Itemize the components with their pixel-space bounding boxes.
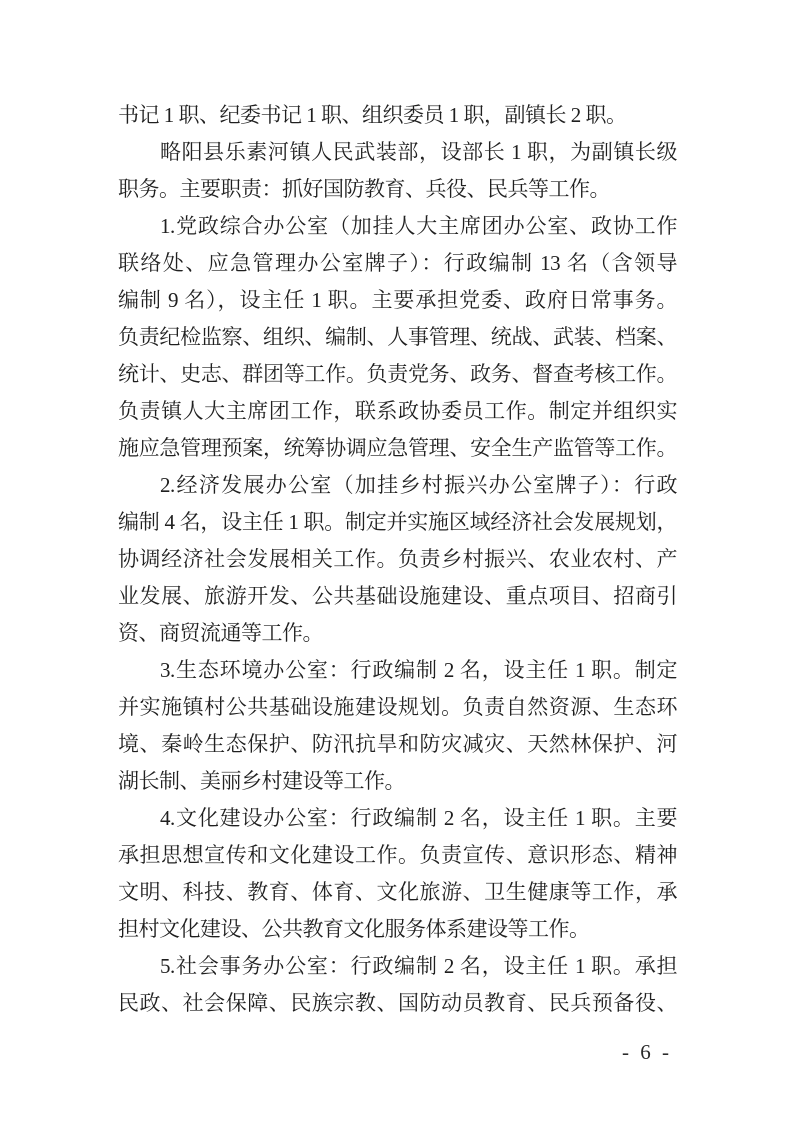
document-body (118, 97, 677, 1022)
text-line: 施应急管理预案，统筹协调应急管理、安全生产监管等工作。 (118, 436, 677, 460)
text-line: 1.党政综合办公室（加挂人大主席团办公室、政协工作 (160, 214, 677, 238)
text-line: 文明、科技、教育、体育、文化旅游、卫生健康等工作，承 (118, 880, 677, 904)
text-line: 资、商贸流通等工作。 (118, 621, 323, 645)
text-line: 3.生态环境办公室：行政编制 2 名，设主任 1 职。制定 (160, 658, 677, 682)
text-line: 业发展、旅游开发、公共基础设施建设、重点项目、招商引 (118, 584, 677, 608)
text-line: 境、秦岭生态保护、防汛抗旱和防灾减灾、天然林保护、河 (118, 732, 677, 756)
text-line: 民政、社会保障、民族宗教、国防动员教育、民兵预备役、 (118, 991, 677, 1015)
text-line: 职务。主要职责：抓好国防教育、兵役、民兵等工作。 (118, 177, 610, 201)
text-line: 略阳县乐素河镇人民武装部，设部长 1 职，为副镇长级 (160, 140, 677, 164)
text-line: 承担思想宣传和文化建设工作。负责宣传、意识形态、精神 (118, 843, 677, 867)
text-line: 统计、史志、群团等工作。负责党务、政务、督查考核工作。 (118, 362, 677, 386)
page-number: - 6 - (622, 1040, 672, 1064)
text-line: 编制 9 名），设主任 1 职。主要承担党委、政府日常事务。 (118, 288, 677, 312)
text-line: 并实施镇村公共基础设施建设规划。负责自然资源、生态环 (118, 695, 677, 719)
text-line: 湖长制、美丽乡村建设等工作。 (118, 769, 405, 793)
text-line: 负责纪检监察、组织、编制、人事管理、统战、武装、档案、 (118, 325, 677, 349)
text-line: 5.社会事务办公室：行政编制 2 名，设主任 1 职。承担 (160, 954, 677, 978)
text-line: 联络处、应急管理办公室牌子）：行政编制 13 名（含领导 (118, 251, 677, 275)
text-line: 负责镇人大主席团工作，联系政协委员工作。制定并组织实 (118, 399, 677, 423)
text-line: 2.经济发展办公室（加挂乡村振兴办公室牌子）：行政 (160, 473, 677, 497)
text-line: 编制 4 名，设主任 1 职。制定并实施区域经济社会发展规划， (118, 510, 677, 534)
text-line: 协调经济社会发展相关工作。负责乡村振兴、农业农村、产 (118, 547, 677, 571)
text-line: 担村文化建设、公共教育文化服务体系建设等工作。 (118, 917, 590, 941)
text-line: 书记 1 职、纪委书记 1 职、组织委员 1 职，副镇长 2 职。 (118, 103, 627, 127)
text-line: 4.文化建设办公室：行政编制 2 名，设主任 1 职。主要 (160, 806, 677, 830)
